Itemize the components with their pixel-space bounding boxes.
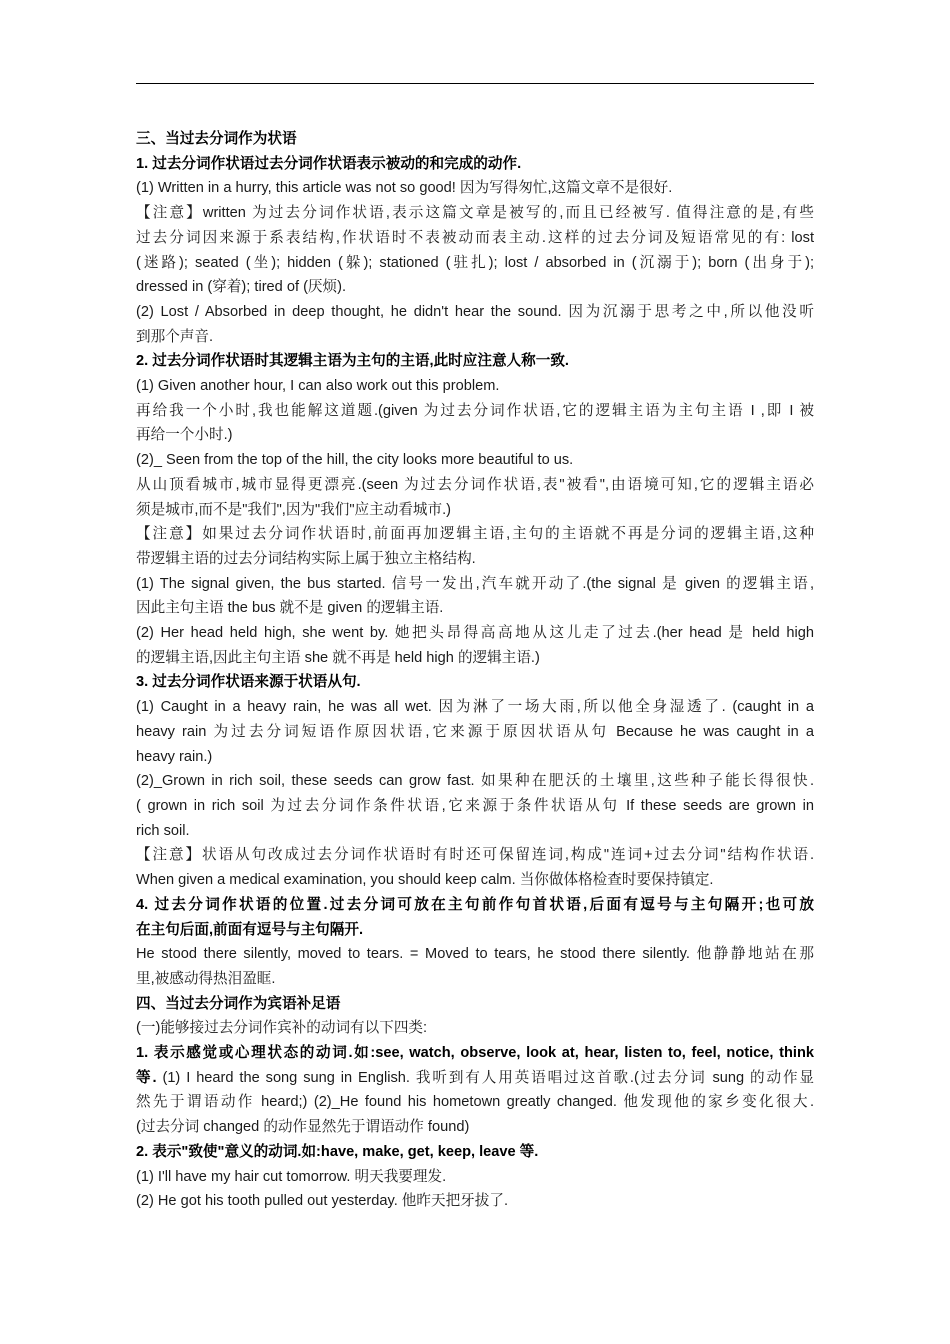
line-text: 从山顶看城市,城市显得更漂亮.(seen 为过去分词作状语,表"被看",由语境可知,它的逻辑主语必 — [136, 476, 814, 493]
line-text: 4. 过去分词作状语的位置.过去分词可放在主句前作句首状语,后面有逗号与主句隔开;也可放 — [136, 896, 814, 913]
text-line — [136, 596, 814, 621]
text-line — [136, 621, 814, 646]
line-text: 1. 表示感觉或心理状态的动词.如:see, watch, observe, look at, hear, listen to, feel, notice, think — [136, 1045, 814, 1062]
line-text: 里,被感动得热泪盈眶. — [136, 970, 276, 987]
line-text: 因此主句主语 the bus 就不是 given 的逻辑主语. — [136, 600, 444, 617]
heading-line — [136, 152, 814, 177]
text-line — [136, 176, 814, 201]
text-line — [136, 843, 814, 868]
text-line — [136, 251, 814, 276]
line-text: (1) I'll have my hair cut tomorrow. 明天我要理发. — [136, 1168, 447, 1185]
heading-line — [136, 1066, 814, 1091]
line-text: 到那个声音. — [136, 328, 214, 345]
text-line — [136, 819, 814, 844]
heading-line — [136, 992, 814, 1017]
line-text: 3. 过去分词作状语来源于状语从句. — [136, 674, 361, 691]
line-text: (2) Her head held high, she went by. 她把头昂得高高地从这儿走了过去.(her head 是 held high — [136, 625, 814, 642]
line-text-rest: (1) I heard the song sung in English. 我听到有人用英语唱过这首歌.(过去分词 sung 的动作显 — [156, 1069, 814, 1086]
text-line — [136, 300, 814, 325]
line-text: (2) Lost / Absorbed in deep thought, he didn't hear the sound. 因为沉溺于思考之中,所以他没听 — [136, 303, 814, 320]
line-text: 等. — [136, 1069, 157, 1086]
text-line — [136, 1090, 814, 1115]
line-text: 【注意】written 为过去分词作状语,表示这篇文章是被写的,而且已经被写. 值得注意的是,有些 — [136, 205, 814, 222]
line-text: 在主句后面,前面有逗号与主句隔开. — [136, 921, 364, 938]
text-line — [136, 498, 814, 523]
line-text: (2)_ Seen from the top of the hill, the city looks more beautiful to us. — [136, 452, 574, 469]
line-text: (2) He got his tooth pulled out yesterday. 他昨天把牙拔了. — [136, 1193, 509, 1210]
text-line — [136, 967, 814, 992]
heading-line — [136, 349, 814, 374]
text-line — [136, 275, 814, 300]
text-line — [136, 1165, 814, 1190]
text-line — [136, 522, 814, 547]
line-text: 过去分词因来源于系表结构,作状语时不表被动而表主动.这样的过去分词及短语常见的有: lost — [136, 229, 814, 246]
heading-line — [136, 1041, 814, 1066]
line-text: 带逻辑主语的过去分词结构实际上属于独立主格结构. — [136, 550, 476, 567]
text-line — [136, 448, 814, 473]
text-line — [136, 646, 814, 671]
heading-line — [136, 893, 814, 918]
line-text: (1) Caught in a heavy rain, he was all wet. 因为淋了一场大雨,所以他全身湿透了. (caught in a — [136, 699, 814, 716]
line-text: (一)能够接过去分词作宾补的动词有以下四类: — [136, 1020, 428, 1037]
text-line — [136, 226, 814, 251]
heading-line — [136, 1140, 814, 1165]
line-text: (1) Written in a hurry, this article was not so good! 因为写得匆忙,这篇文章不是很好. — [136, 180, 673, 197]
heading-line — [136, 127, 814, 152]
text-line — [136, 423, 814, 448]
line-text: 1. 过去分词作状语过去分词作状语表示被动的和完成的动作. — [136, 155, 522, 172]
line-text: rich soil. — [136, 822, 190, 839]
line-text: 然先于谓语动作 heard;) (2)_He found his hometown greatly changed. 他发现他的家乡变化很大. — [136, 1094, 814, 1111]
text-line — [136, 374, 814, 399]
line-text: 2. 表示"致使"意义的动词.如:have, make, get, keep, leave 等. — [136, 1143, 539, 1160]
line-text: 的逻辑主语,因此主句主语 she 就不再是 held high 的逻辑主语.) — [136, 649, 540, 666]
text-line — [136, 325, 814, 350]
line-text: heavy rain 为过去分词短语作原因状语,它来源于原因状语从句 Because he was caught in a — [136, 723, 814, 740]
line-text: 再给我一个小时,我也能解这道题.(given 为过去分词作状语,它的逻辑主语为主句主语 I ,即 I 被 — [136, 402, 814, 419]
text-line — [136, 745, 814, 770]
text-line — [136, 868, 814, 893]
line-text: heavy rain.) — [136, 748, 213, 765]
text-line — [136, 1115, 814, 1140]
line-text: 须是城市,而不是"我们",因为"我们"应主动看城市.) — [136, 501, 452, 518]
line-text: (1) Given another hour, I can also work out this problem. — [136, 378, 500, 395]
text-line — [136, 769, 814, 794]
text-line — [136, 794, 814, 819]
header-rule — [136, 83, 814, 84]
line-text: When given a medical examination, you should keep calm. 当你做体格检查时要保持镇定. — [136, 872, 714, 889]
line-text: (1) The signal given, the bus started. 信号一发出,汽车就开动了.(the signal 是 given 的逻辑主语, — [136, 575, 814, 592]
text-line — [136, 547, 814, 572]
line-text: 再给一个小时.) — [136, 427, 233, 444]
text-line — [136, 473, 814, 498]
text-line — [136, 720, 814, 745]
line-text: ( grown in rich soil 为过去分词作条件状语,它来源于条件状语从句 If these seeds are grown in — [136, 797, 814, 814]
line-text: dressed in (穿着); tired of (厌烦). — [136, 279, 347, 296]
line-text: 【注意】状语从句改成过去分词作状语时有时还可保留连词,构成"连词+过去分词"结构作状语. — [136, 847, 814, 864]
text-line — [136, 942, 814, 967]
heading-line — [136, 670, 814, 695]
document-body — [136, 127, 814, 1214]
line-text: 【注意】如果过去分词作状语时,前面再加逻辑主语,主句的主语就不再是分词的逻辑主语,这种 — [136, 526, 814, 543]
text-line — [136, 1016, 814, 1041]
text-line — [136, 695, 814, 720]
line-text: (迷路); seated (坐); hidden (躲); stationed (驻扎); lost / absorbed in (沉溺于); born (出身于); — [136, 254, 814, 271]
line-text: (过去分词 changed 的动作显然先于谓语动作 found) — [136, 1119, 470, 1136]
line-text: (2)_Grown in rich soil, these seeds can grow fast. 如果种在肥沃的土壤里,这些种子能长得很快. — [136, 773, 814, 790]
text-line — [136, 1189, 814, 1214]
text-line — [136, 201, 814, 226]
line-text: He stood there silently, moved to tears. = Moved to tears, he stood there silently. 他静静地站在那 — [136, 946, 814, 963]
line-text: 四、当过去分词作为宾语补足语 — [136, 995, 341, 1012]
text-line — [136, 572, 814, 597]
line-text: 三、当过去分词作为状语 — [136, 131, 297, 147]
line-text: 2. 过去分词作状语时其逻辑主语为主句的主语,此时应注意人称一致. — [136, 353, 569, 370]
text-line — [136, 399, 814, 424]
heading-line — [136, 918, 814, 943]
